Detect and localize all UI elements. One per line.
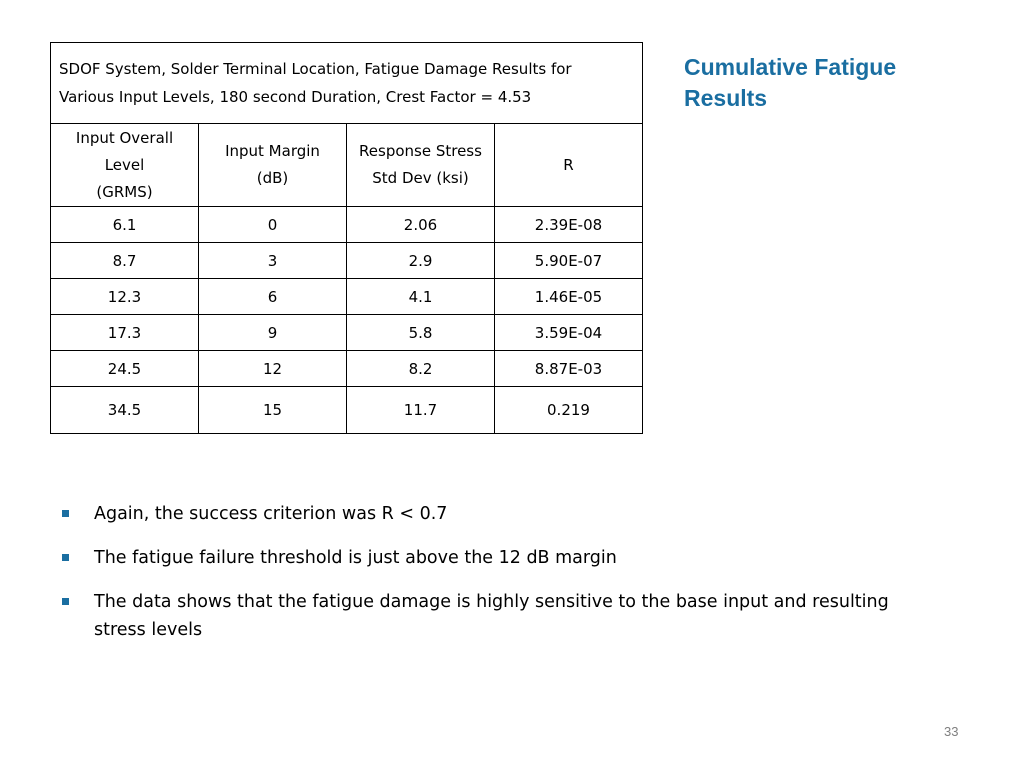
table-cell: 2.39E-08 — [495, 207, 643, 243]
bullet-item — [60, 588, 940, 644]
table-row — [51, 243, 643, 279]
table-row — [51, 207, 643, 243]
table-cell: 6.1 — [51, 207, 199, 243]
header-line: Input Overall — [75, 128, 174, 147]
header-line: (GRMS) — [96, 182, 153, 201]
table-cell: 24.5 — [51, 351, 199, 387]
table-cell: 1.46E-05 — [495, 279, 643, 315]
bullet-text: stress levels — [94, 620, 203, 640]
table-header-row — [51, 124, 643, 207]
table-row — [51, 279, 643, 315]
header-line: (dB) — [256, 169, 289, 187]
table-cell: 5.90E-07 — [495, 243, 643, 279]
header-line: Response Stress — [359, 142, 482, 160]
table-cell: 9 — [199, 315, 347, 351]
table-cell: 11.7 — [347, 387, 495, 434]
header-line: Input Margin — [225, 142, 320, 160]
bullet-item — [60, 544, 940, 572]
table-cell: 3 — [199, 243, 347, 279]
table-cell: 3.59E-04 — [495, 315, 643, 351]
table-cell: 8.87E-03 — [495, 351, 643, 387]
table-cell: 15 — [199, 387, 347, 434]
table-cell: 2.06 — [347, 207, 495, 243]
table-row — [51, 315, 643, 351]
table-cell: 12 — [199, 351, 347, 387]
bullet-text: Again, the success criterion was R < 0.7 — [94, 504, 448, 524]
table-cell: 0 — [199, 207, 347, 243]
table-cell: 12.3 — [51, 279, 199, 315]
bullet-text: The fatigue failure threshold is just above the 12 dB margin — [94, 548, 617, 568]
header-line: Level — [104, 155, 145, 174]
header-line: R — [563, 155, 574, 174]
table-cell: 8.7 — [51, 243, 199, 279]
slide-title: Cumulative Fatigue Results — [684, 54, 897, 111]
square-bullet-icon — [62, 554, 69, 561]
bullet-text: The data shows that the fatigue damage is highly sensitive to the base input and resulting — [94, 592, 889, 612]
bullet-list — [60, 500, 940, 660]
header-r — [495, 124, 643, 207]
table-caption-line: Various Input Levels, 180 second Duration, Crest Factor = 4.53 — [59, 88, 532, 106]
header-response-stress — [347, 124, 495, 207]
table-cell: 34.5 — [51, 387, 199, 434]
table-cell: 4.1 — [347, 279, 495, 315]
header-input-level — [51, 124, 199, 207]
table-row — [51, 387, 643, 434]
table-row — [51, 351, 643, 387]
square-bullet-icon — [62, 598, 69, 605]
table-caption-row — [51, 43, 643, 124]
bullet-item — [60, 500, 940, 528]
table-cell: 6 — [199, 279, 347, 315]
table-cell: 0.219 — [495, 387, 643, 434]
table-caption — [51, 43, 643, 124]
page-number: 33 — [944, 724, 959, 739]
table-caption-line: SDOF System, Solder Terminal Location, Fatigue Damage Results for — [59, 60, 572, 78]
table-cell: 8.2 — [347, 351, 495, 387]
table-cell: 2.9 — [347, 243, 495, 279]
header-input-margin — [199, 124, 347, 207]
fatigue-results-table — [50, 42, 643, 434]
header-line: Std Dev (ksi) — [372, 169, 469, 187]
square-bullet-icon — [62, 510, 69, 517]
table-cell: 5.8 — [347, 315, 495, 351]
table-cell: 17.3 — [51, 315, 199, 351]
